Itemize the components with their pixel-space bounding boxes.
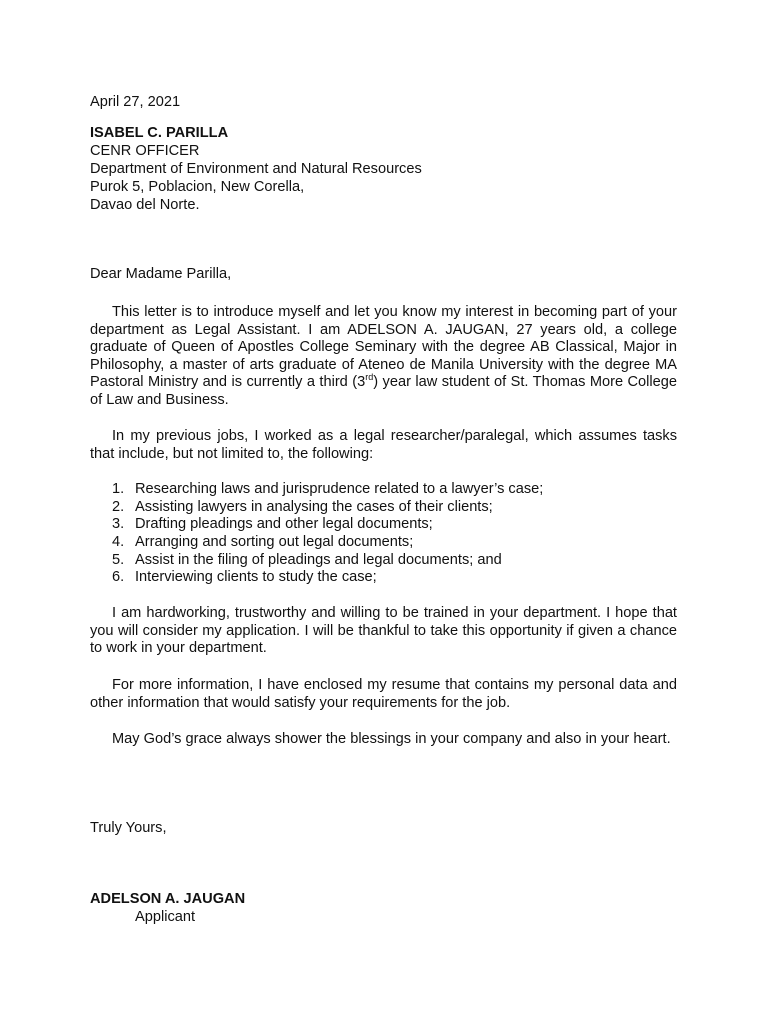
task-text: Drafting pleadings and other legal documents; xyxy=(135,516,433,533)
task-text: Arranging and sorting out legal documents; xyxy=(135,534,414,551)
recipient-address-line2: Davao del Norte. xyxy=(90,197,200,213)
ordinal-suffix: rd xyxy=(365,372,374,383)
signer-role: Applicant xyxy=(135,909,196,925)
task-number: 3. xyxy=(112,516,125,533)
task-number: 1. xyxy=(112,481,125,497)
salutation: Dear Madame Parilla, xyxy=(90,266,232,282)
paragraph-introduction-text: This letter is to introduce myself and let you know my interest in becoming part of your department as Legal Assistant. I am ADELSON A. JAUGAN, 27 years old, a college graduate of Queen of Apostles College Seminary with the degree AB Classical, Major in Philosophy, a master of arts graduate of Ateneo de Manila University with the degree MA Pastoral Ministry and is currently a third (3 xyxy=(90,304,677,391)
task-number: 2. xyxy=(112,498,125,515)
paragraph-introduction-text-end: ) year law student of St. Thomas More College of Law and Business. xyxy=(90,374,678,408)
task-text: Interviewing clients to study the case; xyxy=(135,569,377,586)
paragraph-previous-jobs-text: In my previous jobs, I worked as a legal researcher/paralegal, which assumes tasks that include, but not limited to, the following: xyxy=(90,428,677,462)
letter-date: April 27, 2021 xyxy=(90,94,181,110)
paragraph-commitment xyxy=(90,605,677,658)
task-number: 6. xyxy=(112,569,125,586)
paragraph-blessing xyxy=(90,731,677,749)
paragraph-previous-jobs xyxy=(90,428,677,463)
paragraph-blessing-text: May God’s grace always shower the blessings in your company and also in your heart. xyxy=(112,731,671,747)
paragraph-more-information xyxy=(90,677,677,712)
recipient-title: CENR OFFICER xyxy=(90,143,200,159)
task-number: 5. xyxy=(112,551,125,568)
task-text: Researching laws and jurisprudence related to a lawyer’s case; xyxy=(135,481,544,497)
task-number: 4. xyxy=(112,534,125,551)
task-text: Assisting lawyers in analysing the cases of their clients; xyxy=(135,498,493,515)
recipient-name: ISABEL C. PARILLA xyxy=(90,125,229,141)
closing: Truly Yours, xyxy=(90,820,167,836)
task-text: Assist in the filing of pleadings and legal documents; and xyxy=(135,551,502,568)
paragraph-commitment-text: I am hardworking, trustworthy and willing to be trained in your department. I hope that you will consider my application. I will be thankful to take this opportunity if given a chance to work in your department. xyxy=(90,605,677,657)
paragraph-introduction xyxy=(90,304,677,410)
signer-name: ADELSON A. JAUGAN xyxy=(90,891,246,907)
recipient-address-line1: Purok 5, Poblacion, New Corella, xyxy=(90,179,305,195)
paragraph-more-information-text: For more information, I have enclosed my resume that contains my personal data and other information that would satisfy your requirements for the job. xyxy=(90,677,677,711)
recipient-office: Department of Environment and Natural Resources xyxy=(90,161,422,177)
